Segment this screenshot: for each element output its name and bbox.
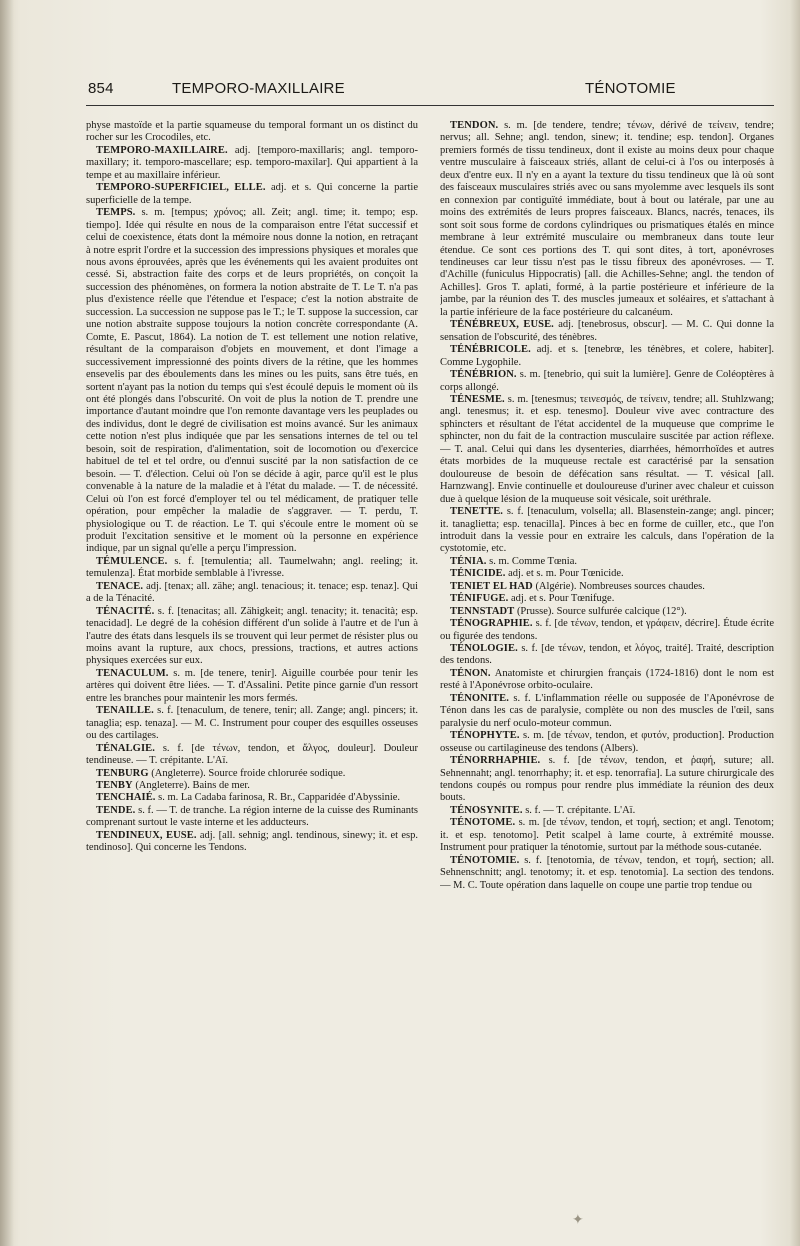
entry-headword: TÉNOTOMIE.	[450, 854, 520, 866]
dictionary-entry	[440, 643, 774, 668]
dictionary-entry	[440, 568, 774, 580]
entry-headword: TÉNOGRAPHIE.	[450, 618, 533, 630]
entry-headword: TENDON.	[450, 120, 499, 131]
entry-definition: adj. [tenebrosus, obscur]. — M. C. Qui donne la sensation de l'obscurité, des ténèbres.	[440, 319, 774, 343]
entry-definition: (Prusse). Source sulfurée calcique (12°).	[516, 605, 687, 617]
entry-headword: TENACE.	[96, 580, 144, 592]
dictionary-entry	[440, 805, 774, 817]
entry-headword: TÉNON.	[450, 667, 491, 679]
dictionary-entry	[440, 344, 774, 369]
entry-headword: TEMPORO-MAXILLAIRE.	[96, 144, 228, 156]
dictionary-entry	[86, 780, 418, 792]
entry-headword: TÉNORRHAPHIE.	[450, 755, 541, 767]
entry-definition: s. m. [de τένων, tendon, et τομή, section; et angl. Tenotom; it. et esp. tenotomo]. Petit scalpel à lame courte, à extrémité mousse. Instrument pour pratiquer la ténotomie, surtout par la méthode sous-cutanée.	[440, 817, 774, 854]
dictionary-entry	[86, 581, 418, 606]
entry-headword: TÉNIA.	[450, 555, 487, 567]
right-column	[440, 120, 774, 1210]
dictionary-entry	[440, 606, 774, 618]
dictionary-entry	[86, 182, 418, 207]
entry-definition: s. f. — T. crépitante. L'Aï.	[525, 804, 636, 816]
entry-definition: adj. [tenax; all. zähe; angl. tenacious; it. tenace; esp. tenaz]. Qui a de la Ténacité.	[86, 580, 418, 605]
dictionary-entry	[440, 618, 774, 643]
entry-headword: TEMPS.	[96, 207, 136, 219]
entry-definition: s. m. [de tendere, tendre; τένων, dérivé de τείνειν, tendre; nervus; all. Sehne; angl. tendon, sinew; it. tendine; esp. tendon]. Organes premiers formés de tissu tendineux, dont il existe au moins deux pour chaque ventre musculaire à faisceaux striés, allant de celui-ci à l'os ou interposés à deux d'entre eux. Il n'y en a ayant la texture du tissu tendineux que là où sont des faisceaux musculaires striés avec ou sans myolemme avec lesquels ils sont en connexion par contiguïté immédiate, bout à bout ou latérale, par une au moins des extrémités de leurs propres faisceaux. Blancs, nacrés, tenaces, ils sont soit sous forme de cordons cylindriques ou prismatiques étalés en mince membrane à leur extrémité musculaire ou membraneux dans toute leur étendue. Ce sont ces portions des T. qui sont dites, à tort, aponévroses tendineuses car leur tissu n'est pas le tissu fibreux des aponévroses. — T. d'Achille (funiculus Hippocratis) [all. die Achilles-Sehne; angl. the tendon of Achilles]. Gros T. aplati, formé, à la partie postérieure et inférieure de la jambe, par la réunion des T. des muscles jumeaux et soléaires, et s'attachant à la partie inférieure de la face postérieure du calcanéum.	[440, 120, 774, 318]
entry-definition: (Algérie). Nombreuses sources chaudes.	[535, 580, 705, 592]
entry-definition: s. f. [tenaculum, de tenere, tenir; all. Zange; angl. pincers; it. tanaglia; esp. tenaza]. — M. C. Instrument pour couper des esquilles osseuses ou des cartilages.	[86, 705, 418, 742]
entry-definition: s. f. [de τένων, tendon, et γράφειν, décrire]. Étude écrite ou figurée des tendons.	[440, 618, 774, 642]
entry-headword: TÉNESME.	[450, 393, 505, 405]
entry-definition: s. m. [tenesmus; τεινεσμός, de τείνειν, tendre; all. Stuhlzwang; angl. tenesmus; it. et esp. tenesmo]. Douleur vive avec contracture des sphincters et résultant de l'état accidentel de la muqueuse que comprime le sphincter, non du fait de la contraction musculaire suscitée par action réflexe. — T. anal. Celui qui dans les dysenteries, diarrhées, hémorrhoïdes et autres états morbides de la muqueuse rectale est caractérisé par la sensation douloureuse de besoin de défécation sans résultat. — T. vésical [all. Harnzwang]. Envie continuelle et douloureuse d'uriner avec chaleur et cuisson due à quelque lésion de la muqueuse soit vésicale, soit uréthrale.	[440, 393, 774, 505]
entry-definition: physe mastoïde et la partie squameuse du temporal formant un os distinct du rocher sur les Crocodiles, etc.	[86, 120, 418, 144]
entry-definition: s. m. La Cadaba farinosa, R. Br., Capparidée d'Abyssinie.	[158, 792, 401, 804]
entry-headword: TENETTE.	[450, 506, 504, 518]
entry-headword: TENNSTADT	[450, 605, 515, 617]
dictionary-entry	[440, 755, 774, 805]
entry-headword: TENACULUM.	[96, 667, 169, 679]
entry-headword: TENDE.	[96, 804, 136, 816]
entry-definition: adj. et s. Qui concerne la partie superficielle de la tempe.	[86, 182, 418, 206]
dictionary-entry	[440, 730, 774, 755]
dictionary-entry	[440, 593, 774, 605]
entry-definition: s. f. — T. de tranche. La région interne de la cuisse des Ruminants comprenant surtout le vaste interne et les adducteurs.	[86, 804, 418, 829]
dictionary-entry	[86, 792, 418, 804]
dictionary-entry	[440, 817, 774, 854]
entry-headword: TENBURG	[96, 767, 149, 779]
right-running-head: TÉNOTOMIE	[585, 80, 676, 97]
entry-headword: TENDINEUX, EUSE.	[96, 829, 197, 841]
entry-definition: adj. et s. Pour Tœnifuge.	[511, 593, 615, 605]
entry-definition: (Angleterre). Source froide chlorurée sodique.	[151, 767, 346, 779]
entry-definition: s. f. [temulentia; all. Taumelwahn; angl. reeling; it. temulenza]. État morbide semblable à l'ivresse.	[86, 555, 418, 580]
entry-definition: s. m. [tempus; χρόνος; all. Zeit; angl. time; it. tempo; esp. tiempo]. Idée qui résulte en nous de la comparaison entre l'état successif et celui de coexistence, états dont la mémoire nous donne la notion, en retraçant à notre esprit l'ordre et la succession des impressions physiques et morales que nous avons éprouvées, après que les événements qui les avaient produites ont cessé. Si, abstraction faite des corps et de leurs propriétés, on conçoit la succession des phénomènes, on formera la notion abstraite de T. Le T. n'a pas plus d'existence réelle que l'étendue et l'espace; c'est la notion abstraite de succession. La succession ne suppose pas le T.; le T. suppose la succession, car une notion abstraite suppose toujours la notion concrète correspondante (A. Comte, E. Pascut, 1864). La notion de T. est tellement une notion relative, résultant de la comparaison d'objets en mouvement, et dont l'image a successivement impressionné des points divers de la rétine, que les hommes ensevelis par des éboulements dans les mines ou les puits, sans être tués, en sortent n'ayant pas la notion du temps qui s'est écoulé depuis le moment où ils ont été plongés dans l'obscurité. On voit de plus la notion de T. prendre une importance d'autant moindre que l'on remonte davantage vers les peuplades ou des individus, dont le degré de civilisation est moins avancé. Sur les animaux cette notion n'est plus indiquée que par les sensations internes de tel ou tel besoin, soit de respiration, d'alimentation, soit de locomotion ou d'exercice habituel de tel et tel ordre, ou d'ennui suscité par la non satisfaction de ce besoin. — T. d'élection. Celui où l'on se décide à agir, parce qu'il est le plus convenable à la nature de la maladie et à l'état du malade. — T. de nécessité. Celui où l'on est forcé d'employer tel ou tel médicament, de pratiquer telle opération, pour empêcher la maladie de s'aggraver. — T. perdu, T. physiologique ou T. de réaction. Le T. qui s'écoule entre le moment où se produit l'excitation sensitive et le moment où la personne en expérience indique, par un signal qu'elle a perçu l'impression.	[86, 207, 418, 555]
entry-definition: adj. [all. sehnig; angl. tendinous, sinewy; it. et esp. tendinoso]. Qui concerne les Tendons.	[86, 829, 418, 854]
dictionary-entry	[86, 145, 418, 182]
entry-definition: adj. [temporo-maxillaris; angl. temporo-maxillary; it. temporo-mascellare; esp. temporo-maxilar]. Qui appartient à la tempe et au maxillaire inférieur.	[86, 144, 418, 181]
dictionary-entry	[86, 743, 418, 768]
dictionary-entry	[86, 120, 418, 145]
entry-definition: adj. et s. m. Pour Tœnicide.	[508, 568, 624, 580]
entry-definition: s. m. [de tenere, tenir]. Aiguille courbée pour tenir les artères qui doivent être liées. — T. d'Assalini. Petite pince garnie d'un ressort entre les branches pour maintenir les mors fermés.	[86, 667, 418, 704]
left-column	[86, 120, 418, 1210]
page-edge-shadow	[0, 0, 14, 1246]
entry-definition: s. m. [de τένων, tendon, et φυτόν, production]. Production osseuse ou cartilagineuse des tendons (Albers).	[440, 730, 774, 754]
dictionary-entry	[440, 556, 774, 568]
left-running-head: TEMPORO-MAXILLAIRE	[172, 80, 345, 97]
entry-definition: (Angleterre). Bains de mer.	[135, 780, 250, 792]
entry-headword: TENBY	[96, 780, 133, 792]
running-header	[88, 80, 772, 100]
dictionary-entry	[440, 581, 774, 593]
dictionary-entry	[86, 705, 418, 742]
dictionary-entry	[440, 394, 774, 506]
entry-headword: TÉNOTOME.	[450, 817, 516, 829]
dictionary-entry	[440, 693, 774, 730]
entry-definition: s. f. [de τένων, tendon, et ἄλγος, douleur]. Douleur tendineuse. — T. crépitante. L'Aï.	[86, 742, 418, 767]
entry-definition: s. m. Comme Tœnia.	[489, 555, 577, 567]
entry-headword: TÉNÉBRICOLE.	[450, 344, 531, 356]
entry-headword: TÉNÉBRION.	[450, 369, 517, 381]
entry-headword: TENIET EL HAD	[450, 580, 533, 592]
entry-headword: TÉNÉBREUX, EUSE.	[450, 319, 554, 331]
dictionary-entry	[440, 506, 774, 556]
entry-headword: TENCHAIÉ.	[96, 792, 156, 804]
entry-headword: TEMPORO-SUPERFICIEL, ELLE.	[96, 182, 266, 194]
dictionary-entry	[86, 805, 418, 830]
entry-definition: s. f. [de τένων, tendon, et λόγος, traité]. Traité, description des tendons.	[440, 643, 774, 667]
dictionary-entry	[86, 207, 418, 556]
dictionary-entry	[86, 556, 418, 581]
page-number: 854	[88, 80, 114, 97]
entry-definition: s. m. [tenebrio, qui suit la lumière]. Genre de Coléoptères à corps allongé.	[440, 369, 774, 393]
dictionary-entry	[86, 668, 418, 705]
entry-headword: TENAILLE.	[96, 705, 154, 717]
entry-definition: s. f. [tenotomia, de τένων, tendon, et τομή, section; all. Sehnenschnitt; angl. tenotomy; it. et esp. tenotomia]. La section des tendons. — M. C. Toute opération dans laquelle on coupe une partie trop tendue ou	[440, 854, 774, 891]
dictionary-entry	[440, 369, 774, 394]
entry-headword: TÉMULENCE.	[96, 555, 168, 567]
entry-definition: s. f. [tenacitas; all. Zähigkeit; angl. tenacity; it. tenacità; esp. tenacidad]. Le degré de la cohésion différent d'un solide à l'autre et de l'un à l'autre des états dans lesquels ils se trouvent qui leur permet de résister plus ou moins avant la rupture, aux chocs, pressions, tractions, et autres actions physiques exercées sur eux.	[86, 605, 418, 667]
entry-headword: TÉNOSYNITE.	[450, 804, 523, 816]
entry-definition: Anatomiste et chirurgien français (1724-1816) dont le nom est resté à l'Aponévrose orbito-oculaire.	[440, 667, 774, 692]
dictionary-entry	[86, 768, 418, 780]
entry-headword: TÉNIFUGE.	[450, 593, 509, 605]
entry-headword: TÉNICIDE.	[450, 568, 506, 580]
entry-definition: adj. et s. [tenebrœ, les ténèbres, et colere, habiter]. Comme Lygophile.	[440, 344, 774, 368]
entry-headword: TÉNALGIE.	[96, 742, 155, 754]
dictionary-entry	[440, 120, 774, 319]
entry-definition: s. f. [tenaculum, volsella; all. Blasenstein-zange; angl. pincer; it. tanaglietta; esp. tenacilla]. Pinces à bec en forme de cuiller, etc., que l'on introduit dans la vessie pour en extraire les calculs, dans l'opération de la cystotomie, etc.	[440, 506, 774, 555]
entry-headword: TÉNACITÉ.	[96, 605, 155, 617]
dictionary-entry	[440, 319, 774, 344]
dictionary-entry	[86, 606, 418, 668]
entry-definition: s. f. [de τένων, tendon, et ῥαφή, suture; all. Sehnennaht; angl. tenorrhaphy; it. et esp. tenorrafia]. La suture chirurgicale des tendons coupés ou rompus pour rendre plus immédiate la réunion des deux bouts.	[440, 755, 774, 804]
ink-smudge-mark: ✦	[572, 1213, 584, 1228]
dictionary-entry	[86, 830, 418, 855]
header-rule	[86, 105, 774, 106]
entry-headword: TÉNOPHYTE.	[450, 730, 520, 742]
dictionary-entry	[440, 668, 774, 693]
entry-definition: s. f. L'inflammation réelle ou supposée de l'Aponévrose de Ténon dans les cas de paralysie, complète ou non des muscles de l'œil, sans paralysie du nerf oculo-moteur commun.	[440, 692, 774, 729]
entry-headword: TÉNONITE.	[450, 692, 509, 704]
dictionary-entry	[440, 855, 774, 892]
entry-headword: TÉNOLOGIE.	[450, 643, 518, 655]
